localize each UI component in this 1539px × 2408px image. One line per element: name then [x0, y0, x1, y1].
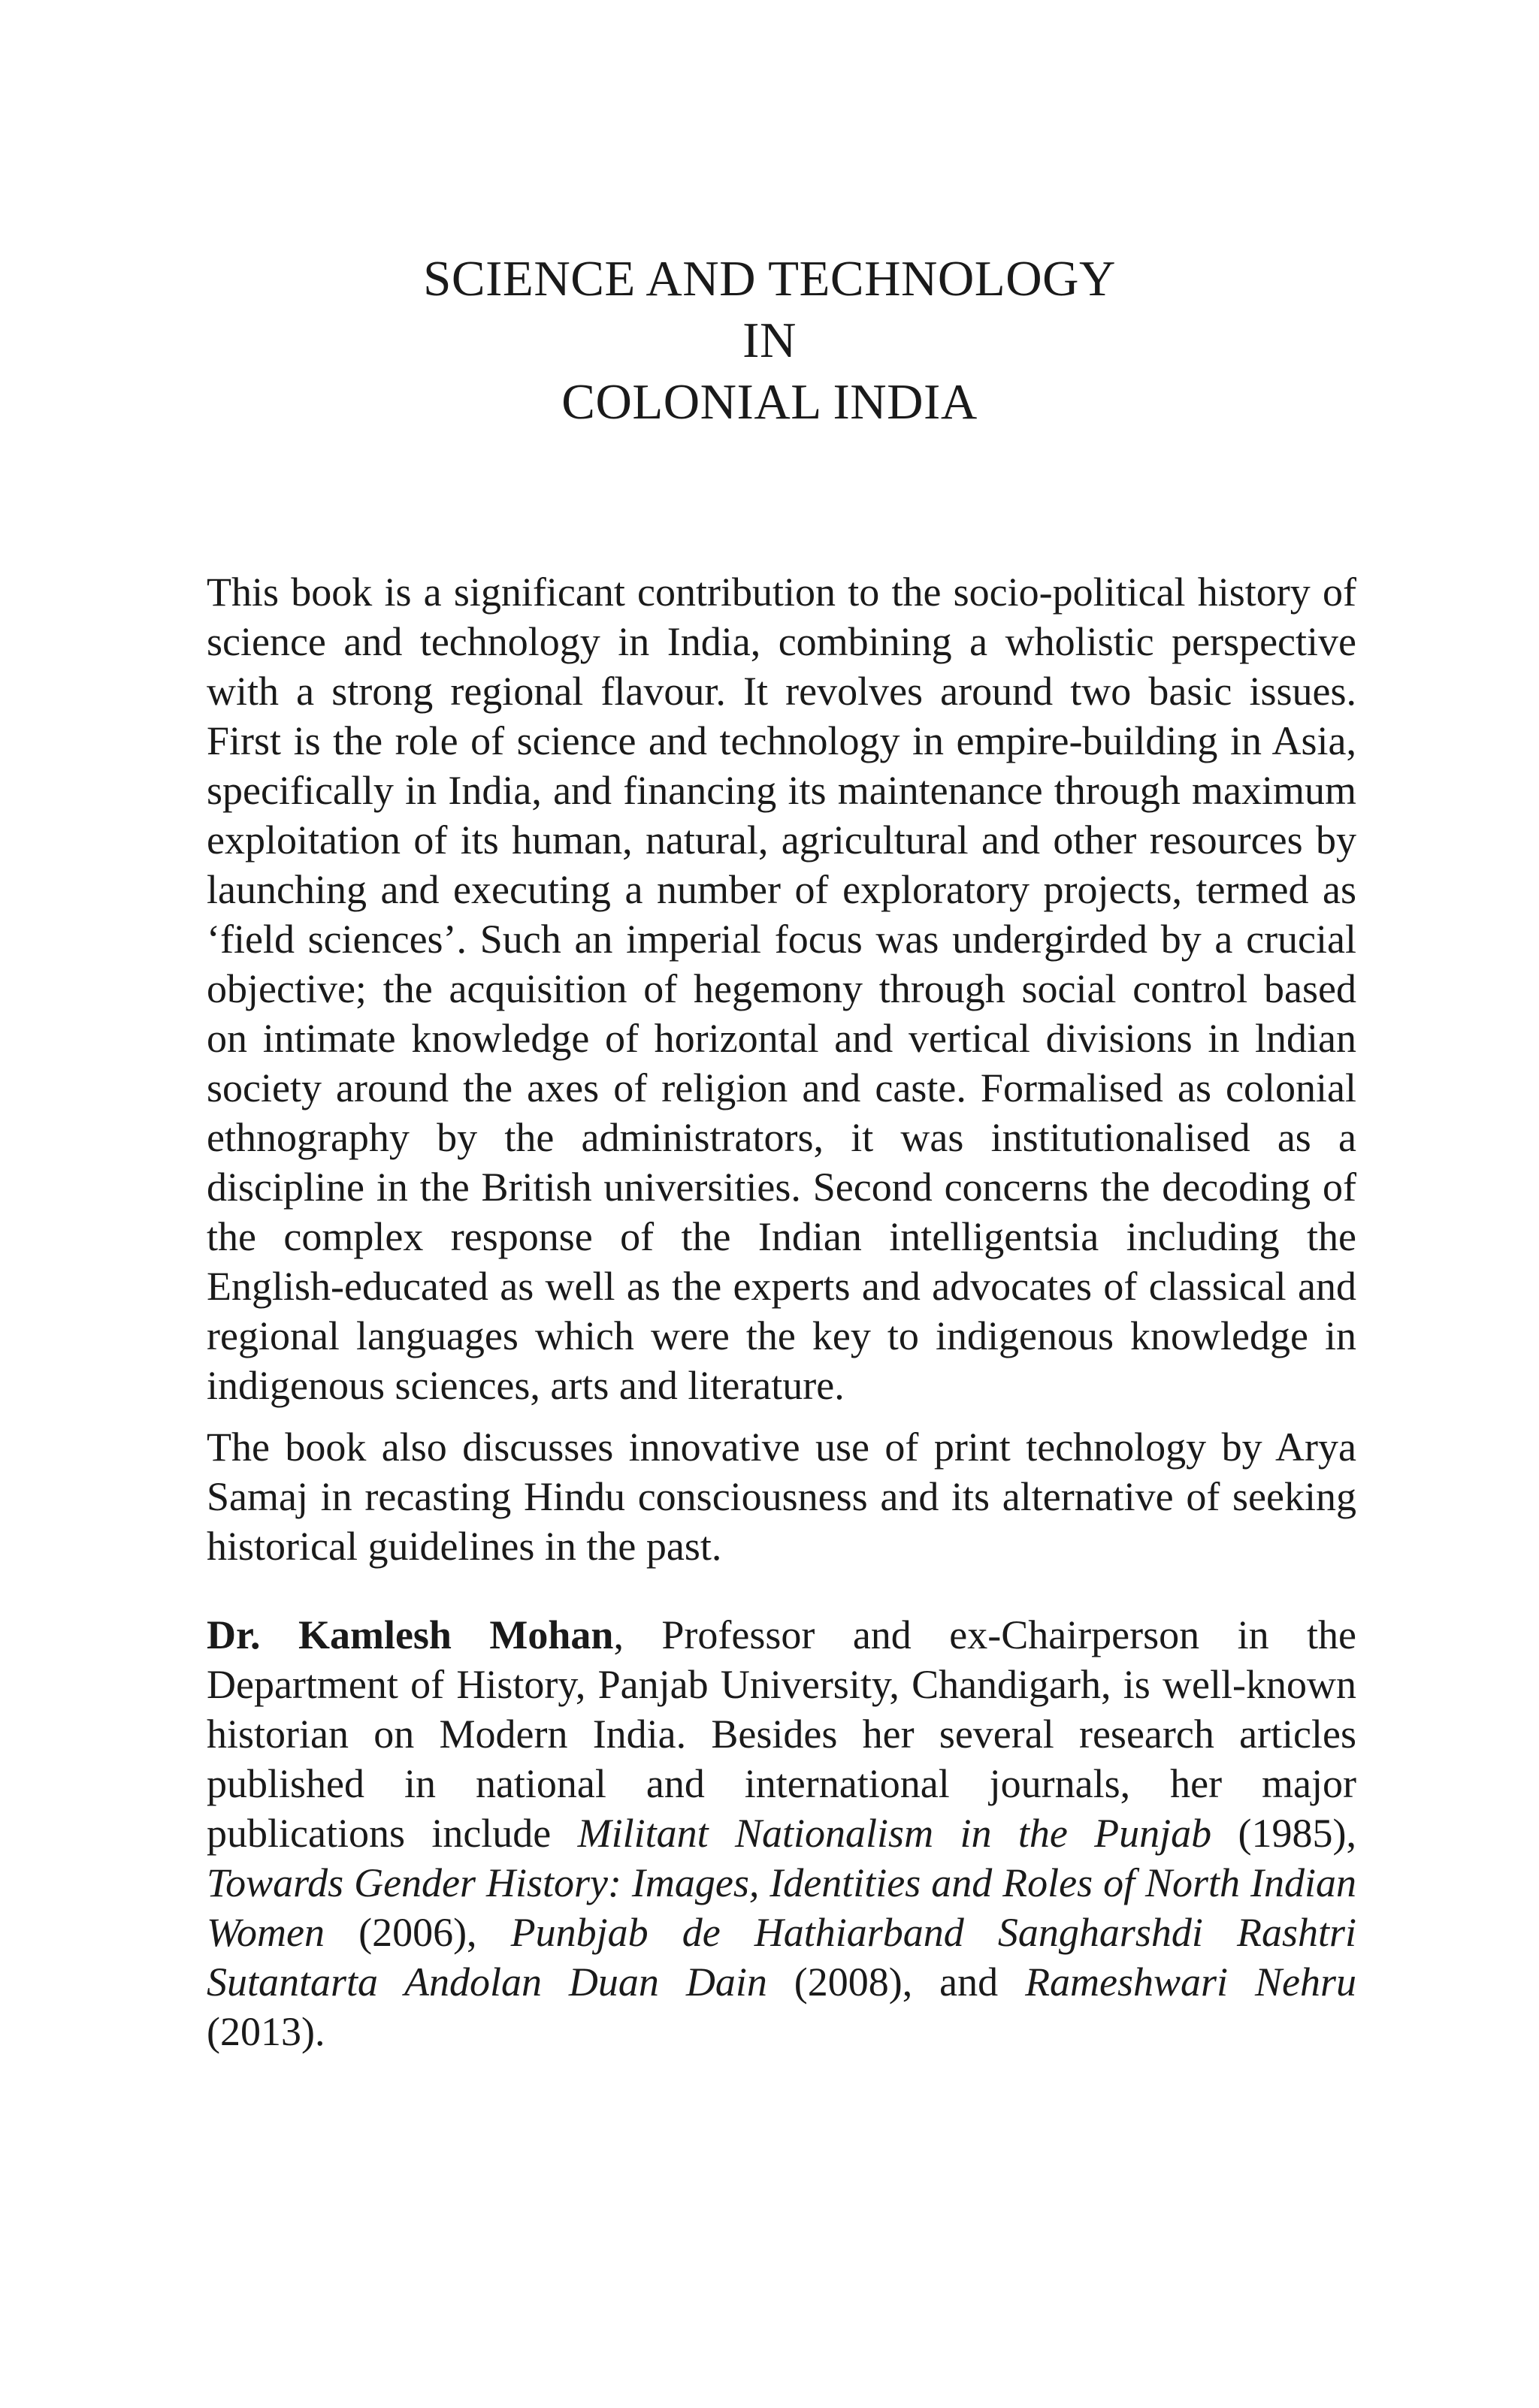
work-title-4: Rameshwari Nehru — [1025, 1959, 1356, 2005]
title-line-1: SCIENCE AND TECHNOLOGY — [423, 251, 1116, 307]
work-title-2: Towards Gender History: Images, Identities and Roles of North Indian Women — [207, 1860, 1356, 1955]
work-title-1: Militant Nationalism in the Punjab — [577, 1811, 1212, 1856]
work-year-1: (1985), — [1211, 1811, 1356, 1856]
work-year-4: (2013). — [207, 2009, 325, 2054]
title-line-3: COLONIAL INDIA — [561, 374, 978, 430]
blurb-paragraph-1: This book is a significant contribution to the socio-political history of science and technology in India, combining a wholistic perspective with a strong regional flavour. It revolves around two basic issues. First is the role of science and technology in empire-building in Asia, specifically in India, and financing its maintenance through maximum exploitation of its human, natural, agricultural and other resources by launching and executing a number of exploratory projects, termed as ‘field sciences’. Such an imperial focus was undergirded by a crucial objective; the acquisition of hegemony through social control based on intimate knowledge of horizontal and vertical divisions in lndian society around the axes of religion and caste. Formalised as colonial ethnography by the administrators, it was institutionalised as a discipline in the British universities. Second concerns the decoding of the complex response of the Indian intelligentsia including the English-educated as well as the experts and advocates of classical and regional languages which were the key to indigenous knowledge in indigenous sciences, arts and literature. — [207, 570, 1356, 1408]
blurb-paragraph-2: The book also discusses innovative use of print technology by Arya Samaj in recasting Hindu consciousness and its alternative of seeking historical guidelines in the past. — [207, 1425, 1356, 1569]
blurb-body — [207, 567, 1356, 2068]
book-title — [0, 248, 1539, 433]
work-title-3: Punbjab de Hathiarband Sangharshdi Rashtri Sutantarta Andolan Duan Dain — [207, 1910, 1357, 2005]
title-line-2: IN — [742, 313, 797, 368]
author-bio — [207, 1610, 1356, 2056]
work-year-2: (2006), — [325, 1910, 511, 1955]
author-bio-text-1: , Professor and ex-Chairperson in the Department of History, Panjab University, Chandigarh, is well-known historian on Modern India. Besides her several research articles published in national and international journals, her major publications include — [207, 1612, 1357, 1856]
work-year-3: (2008), and — [766, 1959, 1026, 2005]
author-name: Dr. Kamlesh Mohan — [207, 1612, 614, 1657]
